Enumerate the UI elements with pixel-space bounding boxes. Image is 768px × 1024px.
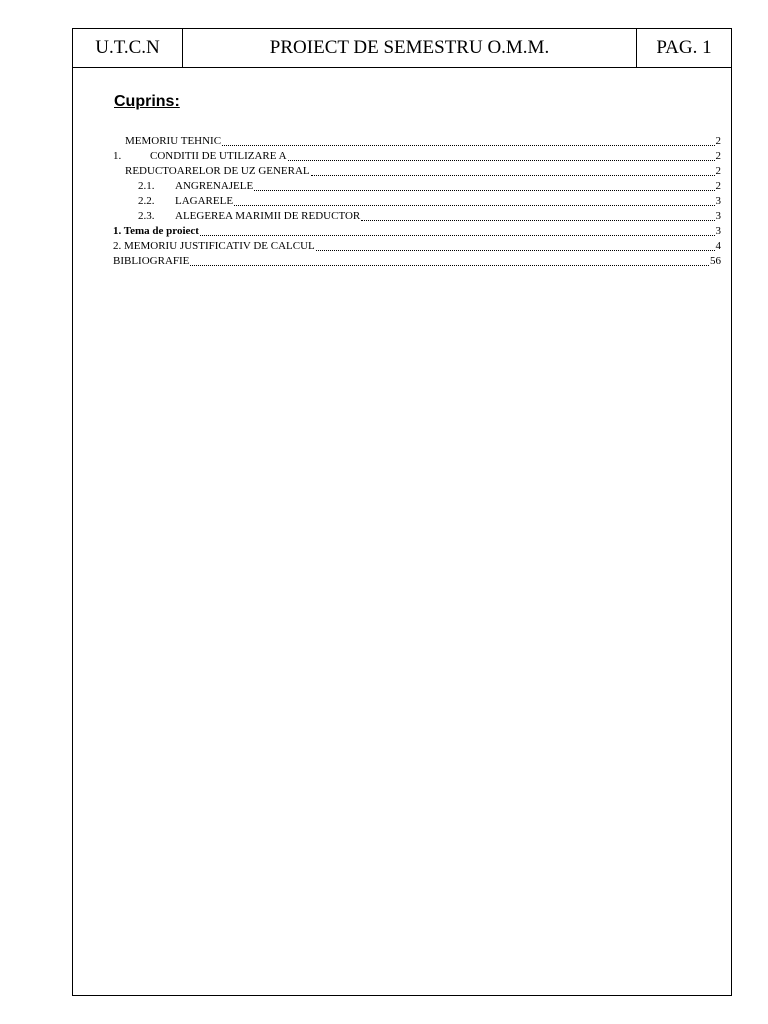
toc-entry-number: 2.1.	[138, 180, 155, 192]
toc-leader-dots	[234, 205, 714, 206]
toc-leader-dots	[288, 160, 715, 161]
toc-leader-dots	[200, 235, 715, 236]
toc-entry-reductoarelor[interactable]	[113, 164, 721, 179]
toc-entry-page: 2	[715, 135, 721, 147]
toc-leader-dots	[316, 250, 715, 251]
toc-leader-dots	[254, 190, 714, 191]
toc-entry-memoriu-justificativ[interactable]	[113, 239, 721, 254]
header-page-number: PAG. 1	[656, 37, 712, 58]
toc-entry-angrenajele[interactable]	[113, 179, 721, 194]
toc-entry-page: 3	[715, 225, 721, 237]
toc-entry-page: 2	[715, 165, 721, 177]
toc-heading: Cuprins:	[114, 93, 180, 110]
toc-leader-dots	[190, 265, 709, 266]
toc-leader-dots	[311, 175, 715, 176]
toc-entry-page: 2	[715, 180, 721, 192]
toc-entry-memoriu-tehnic[interactable]	[113, 134, 721, 149]
toc-entry-text: BIBLIOGRAFIE	[113, 255, 190, 267]
page-header	[73, 29, 731, 68]
header-title: PROIECT DE SEMESTRU O.M.M.	[183, 29, 637, 67]
toc-entry-page: 3	[715, 195, 721, 207]
toc-entry-text: 2. MEMORIU JUSTIFICATIV DE CALCUL	[113, 240, 315, 252]
toc-entry-text: 1. Tema de proiect	[113, 225, 199, 237]
toc-entry-number: 2.2.	[138, 195, 155, 207]
toc-entry-tema-de-proiect[interactable]	[113, 224, 721, 239]
toc-entry-number: 2.3.	[138, 210, 155, 222]
table-of-contents	[113, 134, 721, 269]
toc-entry-text: REDUCTOARELOR DE UZ GENERAL	[125, 165, 310, 177]
toc-leader-dots	[222, 145, 714, 146]
toc-leader-dots	[361, 220, 714, 221]
toc-entry-page: 3	[715, 210, 721, 222]
toc-entry-text: MEMORIU TEHNIC	[125, 135, 222, 147]
toc-entry-alegerea[interactable]	[113, 209, 721, 224]
toc-entry-number: 1.	[113, 150, 122, 162]
toc-entry-conditii[interactable]	[113, 149, 721, 164]
toc-entry-bibliografie[interactable]	[113, 254, 721, 269]
header-institution: U.T.C.N	[73, 29, 183, 67]
toc-entry-text: LAGARELE	[175, 195, 234, 207]
toc-entry-text: ALEGEREA MARIMII DE REDUCTOR	[175, 210, 361, 222]
toc-entry-lagarele[interactable]	[113, 194, 721, 209]
toc-entry-page: 2	[715, 150, 721, 162]
toc-entry-text: CONDITII DE UTILIZARE A	[150, 150, 287, 162]
toc-entry-page: 56	[710, 255, 721, 267]
toc-entry-page: 4	[715, 240, 721, 252]
toc-entry-text: ANGRENAJELE	[175, 180, 254, 192]
page-frame	[72, 28, 732, 996]
